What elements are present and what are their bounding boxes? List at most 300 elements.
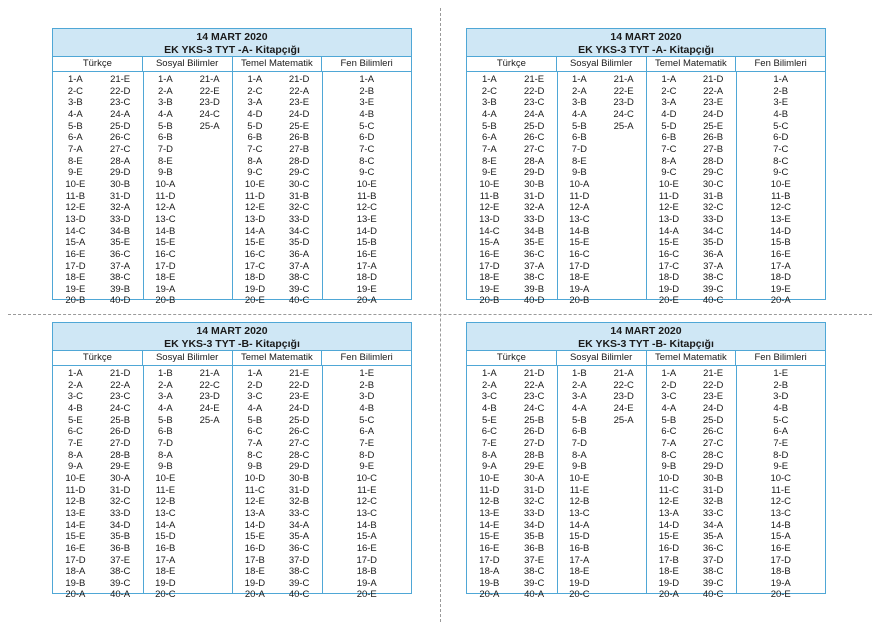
answer-cell: 17-D xyxy=(770,554,792,566)
answer-cell: 13-E xyxy=(770,213,791,225)
answer-cell: 14-B xyxy=(569,225,590,237)
answer-cell: 12-C xyxy=(770,496,792,508)
answer-cell: 33-D xyxy=(523,507,545,519)
answer-cell: 7-C xyxy=(773,143,789,155)
answer-cell: 38-C xyxy=(288,272,310,284)
answer-cell: 20-A xyxy=(356,295,377,307)
answer-cell: 18-E xyxy=(244,566,265,578)
answer-cell: 16-E xyxy=(479,542,500,554)
answer-cell: 21-D xyxy=(109,368,131,379)
answer-cell: 17-D xyxy=(65,554,86,566)
answer-cell: 5-B xyxy=(571,120,587,132)
answer-cell: 4-A xyxy=(661,402,677,414)
answer-cell: 5-C xyxy=(773,120,789,132)
answer-cell: 15-E xyxy=(244,531,265,543)
answer-cell: 28-A xyxy=(524,155,545,167)
answer-cell: 3-D xyxy=(773,391,789,403)
answer-cell: 18-B xyxy=(770,566,791,578)
answer-cell: 17-A xyxy=(155,554,176,566)
answer-cell: 2-B xyxy=(359,85,375,97)
answer-cell: 10-E xyxy=(155,472,176,484)
answer-cell: 26-D xyxy=(109,426,131,438)
answer-cell: 34-C xyxy=(702,225,724,237)
answer-cell: 12-A xyxy=(569,202,590,214)
answer-cell: 30-A xyxy=(524,472,545,484)
answer-cell: 3-B xyxy=(67,97,83,109)
answer-cell: 4-B xyxy=(359,108,375,120)
answer-cell: 7-D xyxy=(157,437,174,449)
answer-cell: 17-B xyxy=(244,554,265,566)
answer-cell: 22-C xyxy=(613,379,634,391)
answer-column xyxy=(736,72,826,307)
answer-cell: 14-D xyxy=(356,225,378,237)
answer-cell: 16-B xyxy=(569,542,590,554)
answer-cell: 23-C xyxy=(109,391,131,403)
answer-cell: 10-E xyxy=(479,178,500,190)
answer-cell: 10-A xyxy=(155,178,176,190)
answer-cell: 22-D xyxy=(109,85,131,97)
answer-cell: 22-D xyxy=(702,379,724,391)
answer-cell: 5-C xyxy=(359,414,375,426)
answer-cell: 8-C xyxy=(773,155,789,167)
answer-cell: 9-C xyxy=(661,167,677,179)
answer-cell: 39-C xyxy=(288,577,310,589)
section-label: Fen Bilimleri xyxy=(735,351,825,365)
answer-column xyxy=(557,366,602,601)
answer-cell: 33-D xyxy=(523,213,545,225)
answer-cell: 36-C xyxy=(288,542,310,554)
answer-cell: 18-E xyxy=(658,566,679,578)
answer-cell: 17-D xyxy=(479,554,500,566)
answer-cell: 18-E xyxy=(569,272,590,284)
answer-cell: 8-A xyxy=(247,155,263,167)
answer-cell: 2-C xyxy=(67,85,84,97)
answer-cell: 4-A xyxy=(571,402,587,414)
answer-cell: 21-D xyxy=(523,368,545,379)
answer-cell: 17-C xyxy=(244,260,266,272)
answer-cell: 14-E xyxy=(65,519,86,531)
answer-column xyxy=(512,72,557,307)
answer-cell: 31-D xyxy=(523,484,545,496)
answer-column xyxy=(187,366,232,594)
answer-cell: 6-A xyxy=(67,132,83,144)
answer-cell: 4-A xyxy=(247,402,263,414)
answer-cell: 18-E xyxy=(155,272,176,284)
answer-cell: 23-C xyxy=(523,391,545,403)
answer-cell: 15-E xyxy=(155,237,176,249)
answer-column xyxy=(143,366,188,601)
answer-cell: 14-D xyxy=(658,519,680,531)
answer-cell: 12-E xyxy=(658,202,679,214)
answer-cell: 20-E xyxy=(244,295,265,307)
answer-cell: 6-B xyxy=(157,426,173,438)
answer-cell: 9-E xyxy=(359,461,375,473)
answer-cell: 21-D xyxy=(702,74,724,85)
answer-cell: 2-A xyxy=(571,379,587,391)
answer-cell: 35-E xyxy=(524,237,545,249)
answer-cell: 22-C xyxy=(199,379,220,391)
answer-cell: 25-A xyxy=(613,120,634,132)
answer-cell: 19-D xyxy=(244,283,266,295)
answer-columns xyxy=(467,72,825,307)
answer-cell: 20-B xyxy=(155,295,176,307)
answer-cell: 30-B xyxy=(703,472,724,484)
answer-column xyxy=(277,366,322,601)
answer-cell: 27-B xyxy=(703,143,724,155)
answer-cell: 36-A xyxy=(289,248,310,260)
answer-cell: 10-D xyxy=(658,472,680,484)
answer-cell: 30-B xyxy=(289,472,310,484)
answer-cell: 26-C xyxy=(523,132,545,144)
answer-cell: 24-E xyxy=(199,402,220,414)
answer-cell: 5-D xyxy=(661,120,677,132)
answer-cell: 23-D xyxy=(613,97,634,109)
answer-cell: 35-A xyxy=(289,531,310,543)
answer-cell: 20-A xyxy=(658,589,679,601)
answer-cell: 14-D xyxy=(770,225,792,237)
answer-cell: 24-A xyxy=(110,108,131,120)
answer-cell: 11-D xyxy=(244,190,265,202)
answer-cell: 18-E xyxy=(65,272,86,284)
answer-cell: 3-A xyxy=(571,391,587,403)
answer-column xyxy=(691,72,736,307)
answer-cell: 1-E xyxy=(359,368,375,379)
answer-cell: 29-C xyxy=(702,167,724,179)
answer-cell: 5-C xyxy=(359,120,375,132)
answer-cell: 12-C xyxy=(356,496,378,508)
answer-cell: 27-C xyxy=(109,143,131,155)
answer-cell: 11-E xyxy=(357,484,377,496)
answer-cell: 11-E xyxy=(771,484,791,496)
answer-cell: 11-B xyxy=(479,190,500,202)
section-label: Temel Matematik xyxy=(646,57,736,71)
answer-cell: 31-D xyxy=(702,484,724,496)
answer-cell: 23-D xyxy=(199,97,220,109)
answer-cell: 24-A xyxy=(524,108,545,120)
answer-cell: 7-E xyxy=(773,437,789,449)
answer-cell: 19-E xyxy=(356,283,377,295)
answer-cell: 14-A xyxy=(569,519,590,531)
answer-cell: 15-E xyxy=(658,531,679,543)
answer-cell: 28-B xyxy=(110,449,131,461)
answer-column xyxy=(646,72,691,307)
answer-column xyxy=(53,72,98,307)
answer-column xyxy=(646,366,691,601)
answer-cell: 2-C xyxy=(661,85,677,97)
answer-cell: 15-E xyxy=(244,237,265,249)
section-label: Fen Bilimleri xyxy=(321,351,411,365)
answer-cell: 40-C xyxy=(288,589,310,601)
answer-cell: 6-B xyxy=(157,132,173,144)
answer-cell: 32-A xyxy=(110,202,131,214)
answer-cell: 12-C xyxy=(770,202,792,214)
answer-cell: 23-E xyxy=(703,391,724,403)
answer-cell: 40-A xyxy=(524,589,545,601)
answer-cell: 28-C xyxy=(702,449,724,461)
answer-cell: 6-A xyxy=(359,426,375,438)
answer-cell: 15-A xyxy=(479,237,500,249)
section-label: Fen Bilimleri xyxy=(735,57,825,71)
answer-cell: 32-B xyxy=(289,496,310,508)
answer-cell: 36-C xyxy=(523,248,545,260)
answer-cell: 26-C xyxy=(109,132,131,144)
answer-cell: 14-E xyxy=(479,519,500,531)
answer-key-card xyxy=(466,322,826,601)
answer-cell: 39-C xyxy=(702,283,724,295)
answer-cell: 13-E xyxy=(356,213,377,225)
answer-cell: 9-A xyxy=(481,461,497,473)
answer-cell: 14-A xyxy=(155,519,176,531)
answer-cell: 17-D xyxy=(65,260,86,272)
answer-cell: 18-E xyxy=(155,566,176,578)
answer-cell: 30-B xyxy=(110,178,131,190)
answer-cell: 19-A xyxy=(356,577,377,589)
answer-cell: 23-C xyxy=(523,97,545,109)
answer-cell: 12-C xyxy=(356,202,378,214)
answer-cell: 16-C xyxy=(155,248,176,260)
answer-cell: 33-D xyxy=(288,213,310,225)
answer-cell: 10-C xyxy=(770,472,792,484)
answer-cell: 13-D xyxy=(244,213,266,225)
answer-columns xyxy=(53,72,411,307)
answer-cell: 40-C xyxy=(288,295,310,307)
answer-cell: 20-B xyxy=(65,295,86,307)
answer-cell: 1-A xyxy=(481,368,497,379)
answer-cell: 40-A xyxy=(110,589,131,601)
answer-cell: 30-B xyxy=(524,178,545,190)
answer-cell: 7-A xyxy=(67,143,83,155)
answer-cell: 34-A xyxy=(289,519,310,531)
answer-cell: 4-A xyxy=(67,108,83,120)
answer-cell: 36-B xyxy=(524,542,545,554)
answer-cell: 4-B xyxy=(359,402,375,414)
answer-cell: 33-D xyxy=(109,507,131,519)
answer-cell: 25-A xyxy=(199,120,220,132)
card-header xyxy=(53,29,411,57)
answer-cell: 16-E xyxy=(356,248,377,260)
answer-cell: 35-A xyxy=(703,531,724,543)
answer-cell: 30-C xyxy=(702,178,724,190)
answer-cell: 20-A xyxy=(65,589,86,601)
answer-cell: 29-E xyxy=(110,461,131,473)
answer-cell: 37-E xyxy=(110,554,131,566)
answer-cell: 2-C xyxy=(247,85,263,97)
answer-cell: 12-A xyxy=(155,202,176,214)
section-label: Türkçe xyxy=(82,58,112,69)
answer-cell: 24-D xyxy=(702,402,724,414)
answer-cell: 2-B xyxy=(359,379,375,391)
answer-cell: 26-C xyxy=(702,426,724,438)
answer-cell: 23-D xyxy=(613,391,634,403)
answer-cell: 29-D xyxy=(523,167,545,179)
answer-cell: 13-C xyxy=(155,507,176,519)
answer-cell: 4-B xyxy=(481,402,497,414)
answer-cell: 1-E xyxy=(773,368,789,379)
answer-cell: 15-B xyxy=(356,237,377,249)
answer-cell: 22-A xyxy=(110,379,131,391)
answer-cell: 35-D xyxy=(288,237,310,249)
answer-cell: 27-D xyxy=(523,437,545,449)
answer-cell: 18-D xyxy=(244,272,266,284)
answer-cell: 40-D xyxy=(109,295,131,307)
answer-column xyxy=(736,366,826,601)
answer-cell: 15-E xyxy=(658,237,679,249)
answer-cell: 3-B xyxy=(481,97,497,109)
answer-cell: 12-E xyxy=(479,202,500,214)
answer-cell: 30-A xyxy=(110,472,131,484)
answer-cell: 19-D xyxy=(244,577,266,589)
answer-cell: 17-D xyxy=(356,554,378,566)
answer-cell: 18-A xyxy=(65,566,86,578)
answer-cell: 28-D xyxy=(702,155,724,167)
answer-cell: 29-E xyxy=(524,461,545,473)
section-label: Sosyal Bilimler xyxy=(556,57,646,71)
booklet-title: EK YKS-3 TYT -B- Kitapçığı xyxy=(164,338,300,350)
answer-cell: 4-D xyxy=(247,108,263,120)
answer-cell: 17-D xyxy=(479,260,500,272)
answer-cell: 37-D xyxy=(288,554,310,566)
answer-cell: 25-D xyxy=(702,414,724,426)
answer-cell: 11-C xyxy=(658,484,679,496)
answer-cell: 5-B xyxy=(157,414,173,426)
answer-cell: 5-B xyxy=(571,414,587,426)
answer-cell: 1-A xyxy=(359,74,375,85)
answer-cell: 9-E xyxy=(67,167,83,179)
answer-cell: 8-E xyxy=(157,155,173,167)
answer-cell: 13-A xyxy=(658,507,679,519)
answer-cell: 1-A xyxy=(571,74,587,85)
answer-cell: 32-C xyxy=(523,496,545,508)
answer-cell: 39-B xyxy=(110,283,131,295)
answer-cell: 28-B xyxy=(524,449,545,461)
answer-cell: 8-A xyxy=(157,449,173,461)
answer-cell: 37-E xyxy=(524,554,545,566)
answer-cell: 16-E xyxy=(65,248,86,260)
answer-column xyxy=(277,72,322,307)
answer-cell: 17-B xyxy=(658,554,679,566)
answer-cell: 18-E xyxy=(569,566,590,578)
answer-cell: 31-D xyxy=(109,484,131,496)
answer-cell: 33-D xyxy=(109,213,131,225)
answer-cell: 17-A xyxy=(569,554,590,566)
answer-cell: 5-D xyxy=(247,120,263,132)
answer-cell: 26-B xyxy=(703,132,724,144)
answer-cell: 19-D xyxy=(658,577,680,589)
answer-cell: 19-A xyxy=(155,283,176,295)
answer-cell: 14-D xyxy=(244,519,266,531)
answer-cell: 19-E xyxy=(479,283,500,295)
answer-cell: 6-B xyxy=(247,132,263,144)
answer-cell: 1-A xyxy=(661,368,677,379)
answer-cell: 3-C xyxy=(481,391,498,403)
answer-cell: 1-A xyxy=(157,74,173,85)
answer-cell: 11-D xyxy=(479,484,500,496)
answer-cell: 19-D xyxy=(569,577,590,589)
answer-cell: 16-E xyxy=(770,248,791,260)
answer-cell: 21-E xyxy=(703,368,724,379)
answer-cell: 15-A xyxy=(770,531,791,543)
answer-column xyxy=(187,72,232,300)
answer-cell: 7-C xyxy=(359,143,375,155)
answer-cell: 11-E xyxy=(155,484,176,496)
answer-cell: 1-A xyxy=(247,74,263,85)
answer-cell: 32-C xyxy=(702,202,724,214)
answer-cell: 6-C xyxy=(661,426,677,438)
answer-cell: 13-C xyxy=(569,213,590,225)
answer-cell: 29-D xyxy=(109,167,131,179)
answer-cell: 9-B xyxy=(157,167,173,179)
answer-cell: 2-A xyxy=(67,379,83,391)
answer-cell: 24-D xyxy=(288,108,310,120)
answer-cell: 7-A xyxy=(247,437,263,449)
answer-cell: 12-B xyxy=(569,496,590,508)
answer-cell: 3-C xyxy=(661,391,677,403)
answer-cell: 22-E xyxy=(199,85,220,97)
section-label: Temel Matematik xyxy=(232,351,322,365)
answer-cell: 22-D xyxy=(523,85,545,97)
answer-column xyxy=(53,366,98,601)
answer-cell: 27-D xyxy=(109,437,131,449)
answer-cell: 16-E xyxy=(65,542,86,554)
booklet-title: EK YKS-3 TYT -A- Kitapçığı xyxy=(578,44,714,56)
answer-cell: 35-B xyxy=(524,531,545,543)
answer-cell: 8-E xyxy=(67,155,83,167)
answer-cell: 12-B xyxy=(65,496,86,508)
section-label: Sosyal Bilimler xyxy=(142,351,232,365)
answer-cell: 3-D xyxy=(359,391,375,403)
answer-cell: 13-C xyxy=(770,507,792,519)
answer-cell: 4-A xyxy=(571,108,587,120)
answer-cell: 15-D xyxy=(155,531,176,543)
answer-cell: 11-C xyxy=(244,484,265,496)
answer-cell: 1-A xyxy=(661,74,677,85)
answer-cell: 35-D xyxy=(702,237,724,249)
answer-cell: 11-B xyxy=(65,190,86,202)
answer-cell: 30-C xyxy=(288,178,310,190)
answer-cell: 31-D xyxy=(109,190,131,202)
answer-cell: 25-E xyxy=(289,120,310,132)
answer-cell: 19-D xyxy=(155,577,176,589)
section-header-row xyxy=(467,57,825,72)
answer-cell: 32-B xyxy=(703,496,724,508)
answer-cell: 8-D xyxy=(773,449,789,461)
answer-cell: 22-A xyxy=(289,85,310,97)
answer-cell: 19-E xyxy=(770,283,791,295)
answer-cell: 13-C xyxy=(569,507,590,519)
answer-column xyxy=(322,72,412,307)
answer-cell: 13-C xyxy=(155,213,176,225)
answer-cell: 9-B xyxy=(661,461,677,473)
answer-cell: 20-B xyxy=(479,295,500,307)
answer-cell: 16-D xyxy=(658,542,680,554)
answer-cell: 14-C xyxy=(65,225,86,237)
answer-cell: 23-E xyxy=(289,97,310,109)
answer-cell: 8-E xyxy=(571,155,587,167)
answer-cell: 3-E xyxy=(359,97,375,109)
answer-cell: 24-D xyxy=(702,108,724,120)
answer-cell: 18-B xyxy=(356,566,377,578)
answer-column xyxy=(601,366,646,594)
section-header-row xyxy=(467,351,825,366)
section-label: Sosyal Bilimler xyxy=(556,351,646,365)
answer-cell: 20-A xyxy=(479,589,500,601)
answer-cell: 28-D xyxy=(288,155,310,167)
answer-cell: 7-D xyxy=(157,143,174,155)
section-label: Sosyal Bilimler xyxy=(142,57,232,71)
exam-date: 14 MART 2020 xyxy=(610,325,682,337)
section-label: Temel Matematik xyxy=(232,57,322,71)
answer-cell: 4-B xyxy=(67,402,83,414)
